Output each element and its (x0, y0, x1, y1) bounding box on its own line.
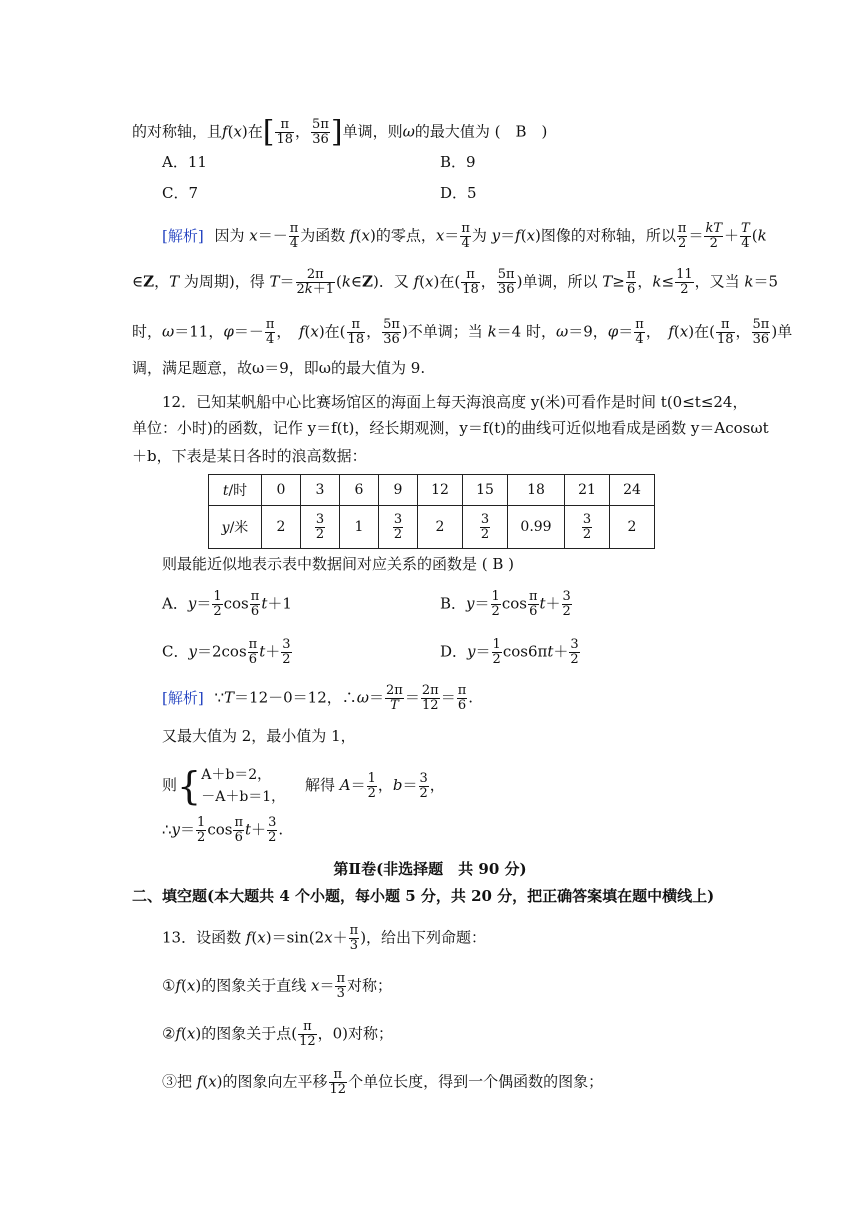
q11-analysis-line3: 时，ω＝11，φ＝－ $\frac{\pi}{4}$ ， f(x)在( $\frac{\pi}{18}$ ， $\frac{5\pi}{36}$ )不单调；当 k＝4 时，ω＝9，φ＝ $\frac{\pi}{4}$ ， f(x)在( $\frac{\pi}{18}$ ， $\frac{5\pi}{36}$ )单 (132, 317, 793, 347)
table-cell: 21 (565, 475, 610, 506)
q11-option-d: D．5 (440, 184, 477, 202)
table-row (209, 506, 655, 549)
table-cell: 0.99 (508, 506, 565, 549)
q12-analysis-line1: [解析] ∵T＝12－0＝12，∴ω＝ $\frac{2\pi}{T}$ ＝ $\frac{2\pi}{12}$ ＝ $\frac{\pi}{6}$ . (162, 683, 474, 713)
table-cell: $\frac{3}{2}$ (565, 506, 610, 549)
wave-height-table (208, 474, 655, 549)
analysis-label: [解析] (162, 226, 204, 245)
q11-option-b: B．9 (440, 153, 476, 171)
table-cell: $\frac{3}{2}$ (301, 506, 340, 549)
q12-analysis-line2: 又最大值为 2，最小值为 1， (162, 727, 356, 745)
q11-analysis-line2: ∈Z，T 为周期)，得 T＝ $\frac{2\pi}{2k+1}$ (k∈Z)．又 f(x)在( $\frac{\pi}{18}$ ， $\frac{5\pi}{36}$ )单调，所以 T≥ $\frac{\pi}{6}$ ，k≤ $\frac{11}{2}$ ，又当 k＝5 (132, 267, 779, 297)
q13-stem: 13．设函数 f(x)＝sin(2x＋ $\frac{\pi}{3}$ )，给出下列命题： (162, 923, 487, 953)
table-row (209, 475, 655, 506)
q12-analysis-line4: ∴y＝ $\frac{1}{2}$ cos $\frac{\pi}{6}$ t＋ $\frac{3}{2}$ . (162, 815, 284, 845)
q12-stem-line2: 单位：小时)的函数，记作 y＝f(t)，经长期观测，y＝f(t)的曲线可近似地看成是函数 y＝Acosωt (132, 419, 769, 437)
q11-analysis-line4: 调，满足题意，故ω＝9，即ω的最大值为 9. (132, 359, 426, 377)
section-title: 第Ⅱ卷(非选择题 共 90 分) (333, 860, 527, 878)
table-cell: $\frac{3}{2}$ (379, 506, 418, 549)
table-cell: 2 (418, 506, 463, 549)
q12-option-d: D．y＝ $\frac{1}{2}$ cos6πt＋ $\frac{3}{2}$ (440, 637, 579, 667)
q12-stem-line3: ＋b，下表是某日各时的浪高数据： (132, 447, 367, 465)
analysis-label: [解析] (162, 688, 204, 707)
q13-proposition-1: ①f(x)的图象关于直线 x＝ $\frac{\pi}{3}$ 对称； (162, 971, 393, 1001)
table-header-y: y/米 (209, 506, 262, 549)
q12-question: 则最能近似地表示表中数据间对应关系的函数是 ( B ) (162, 555, 515, 573)
table-cell: 1 (340, 506, 379, 549)
q11-option-c: C．7 (162, 184, 199, 202)
system-eq1: A＋b＝2， (201, 767, 272, 783)
table-cell: 15 (463, 475, 508, 506)
q12-option-b: B．y＝ $\frac{1}{2}$ cos $\frac{\pi}{6}$ t＋ $\frac{3}{2}$ (440, 589, 571, 619)
q11-option-a: A．11 (162, 153, 207, 171)
q11-stem: 的对称轴，且f(x)在[ $\frac{\pi}{18}$ ， $\frac{5\pi}{36}$ ]单调，则ω的最大值为 ( B ) (132, 114, 548, 150)
table-cell: 24 (610, 475, 655, 506)
table-cell: $\frac{3}{2}$ (463, 506, 508, 549)
table-cell: 9 (379, 475, 418, 506)
table-cell: 18 (508, 475, 565, 506)
section-part2-heading: 二、填空题(本大题共 4 个小题，每小题 5 分，共 20 分，把正确答案填在题中横线上) (132, 887, 715, 905)
q13-proposition-3: ③把 f(x)的图象向左平移 $\frac{\pi}{12}$ 个单位长度，得到一个偶函数的图象； (162, 1067, 604, 1097)
table-cell: 2 (610, 506, 655, 549)
q12-analysis-line3: 则{ A＋b＝2， －A＋b＝1， 解得 A＝ $\frac{1}{2}$ ，b＝ $\frac{3}{2}$ ， (162, 764, 445, 808)
q12-option-a: A．y＝ $\frac{1}{2}$ cos $\frac{\pi}{6}$ t＋1 (162, 589, 292, 619)
q13-proposition-2: ②f(x)的图象关于点( $\frac{\pi}{12}$ ，0)对称； (162, 1019, 394, 1049)
q12-option-c: C．y＝2cos $\frac{\pi}{6}$ t＋ $\frac{3}{2}$ (162, 637, 291, 667)
q11-analysis-line1: [解析] 因为 x＝－ $\frac{\pi}{4}$ 为函数 f(x)的零点，x＝ $\frac{\pi}{4}$ 为 y＝f(x)图像的对称轴，所以 $\frac{\pi}{2}$ ＝ $\frac{kT}{2}$ ＋ $\frac{T}{4}$ (k (162, 221, 767, 251)
table-cell: 2 (262, 506, 301, 549)
analysis-text: 则 (162, 776, 178, 794)
table-cell: 12 (418, 475, 463, 506)
system-eq2: －A＋b＝1， (201, 789, 286, 805)
table-cell: 0 (262, 475, 301, 506)
table-cell: 3 (301, 475, 340, 506)
q12-stem-line1: 12．已知某帆船中心比赛场馆区的海面上每天海浪高度 y(米)可看作是时间 t(0≤t≤24， (162, 393, 748, 411)
table-header-t: t/时 (209, 475, 262, 506)
table-cell: 6 (340, 475, 379, 506)
